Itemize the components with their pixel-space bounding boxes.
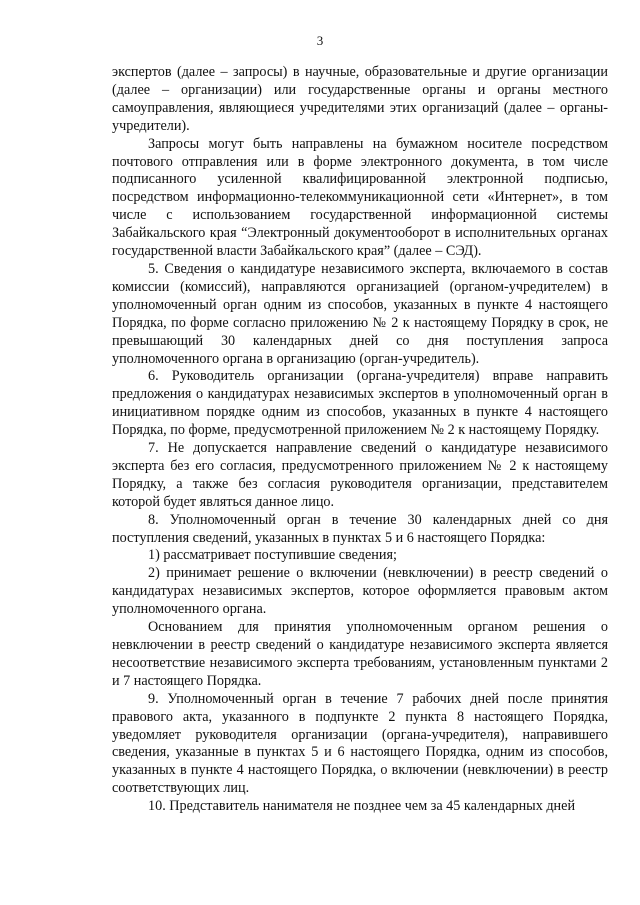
paragraph-item-6: 6. Руководитель организации (органа-учредителя) вправе направить предложения о кандидатурах независимых экспертов в уполномоченный орган в инициативном порядке одним из способов, указанных в пункте 4 настоящего Порядка, по форме, предусмотренной приложением № 2 к настоящему Порядку. (112, 368, 608, 439)
paragraph-item-9: 9. Уполномоченный орган в течение 7 рабочих дней после принятия правового акта, указанного в подпункте 2 пункта 8 настоящего Порядка, уведомляет руководителя организации (органа-учредителя), направившего сведения, указанные в пунктах 5 и 6 настоящего Порядка, одним из способов, указанных в пункте 4 настоящего Порядка, о включении (невключении) в реестр соответствующих лиц. (112, 690, 608, 797)
paragraph-requests-continuation: экспертов (далее – запросы) в научные, образовательные и другие организации (далее – организации) или государственные органы и органы местного самоуправления, являющиеся учредителями этих организаций (далее – органы-учредители). (112, 64, 608, 134)
paragraph-item-8-sub-2: 2) принимает решение о включении (невключении) в реестр сведений о кандидатурах независимых экспертов, которое оформляется правовым актом уполномоченного органа. (112, 565, 608, 618)
paragraph-requests-delivery: Запросы могут быть направлены на бумажном носителе посредством почтового отправления или в форме электронного документа, в том числе подписанного усиленной квалифицированной электронной подписью, посредством информационно-телекоммуникационной сети «Интернет», в том числе с использованием государственной информационной системы Забайкальского края “Электронный документооборот в исполнительных органах государственной власти Забайкальского края” (далее – СЭД). (112, 135, 608, 260)
paragraph-item-5: 5. Сведения о кандидатуре независимого эксперта, включаемого в состав комиссии (комиссий), направляются организацией (органом-учредителем) в уполномоченный орган одним из способов, указанных в пункте 4 настоящего Порядка, по форме согласно приложению № 2 к настоящему Порядку в срок, не превышающий 30 календарных дней со дня поступления запроса уполномоченного органа в организацию (орган-учредитель). (112, 260, 608, 367)
page-number: 3 (316, 33, 324, 48)
paragraph-item-10: 10. Представитель нанимателя не позднее чем за 45 календарных дней (148, 798, 576, 815)
paragraph-item-8: 8. Уполномоченный орган в течение 30 календарных дней со дня поступления сведений, указанных в пунктах 5 и 6 настоящего Порядка: (112, 511, 608, 546)
document-body (112, 64, 608, 816)
paragraph-item-7: 7. Не допускается направление сведений о кандидатуре независимого эксперта без его согласия, предусмотренного приложением № 2 к настоящему Порядку, а также без согласия руководителя организации, представителем которой будет являться данное лицо. (112, 440, 608, 510)
paragraph-rejection-grounds: Основанием для принятия уполномоченным органом решения о невключении в реестр сведений о кандидатуре независимого эксперта является несоответствие независимого эксперта требованиям, установленным пунктами 2 и 7 настоящего Порядка. (112, 619, 608, 689)
paragraph-item-8-sub-1: 1) рассматривает поступившие сведения; (148, 547, 397, 564)
